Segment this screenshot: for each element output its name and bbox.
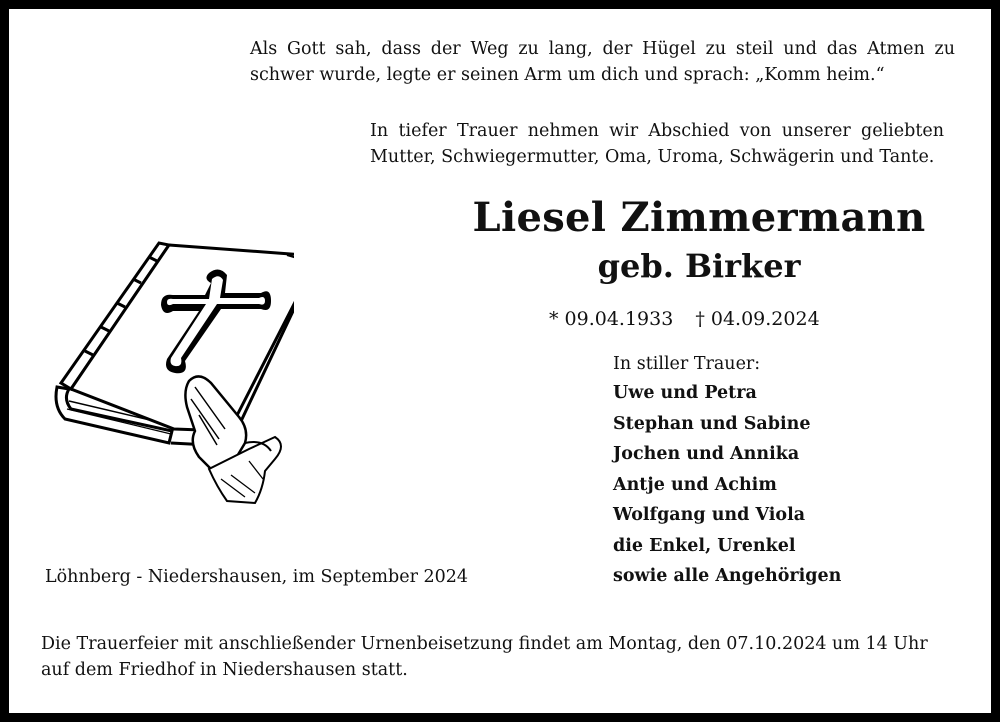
funeral-line-1: Die Trauerfeier mit anschließender Urnenbeisetzung findet am Montag, den 07.10.2024 um 14 Uhr (41, 634, 928, 654)
quote-line-1: Als Gott sah, dass der Weg zu lang, der Hügel zu steil und das Atmen zu (250, 39, 955, 59)
mourner-entry: sowie alle Angehörigen (613, 566, 842, 586)
funeral-line-2: auf dem Friedhof in Niedershausen statt. (41, 660, 408, 680)
funeral-details (41, 631, 941, 683)
mourner-entry: Stephan und Sabine (613, 413, 811, 434)
mourner-entry: die Enkel, Urenkel (613, 535, 796, 556)
mourner-entry: Jochen und Annika (613, 444, 800, 464)
memorial-quote (250, 36, 955, 88)
farewell-intro (370, 118, 944, 170)
life-dates (549, 306, 849, 332)
mourners-list (613, 378, 841, 592)
death-date: † 04.09.2024 (695, 308, 820, 330)
mourner-entry: Uwe und Petra (613, 383, 757, 403)
maiden-name: geb. Birker (597, 247, 801, 285)
birth-date: * 09.04.1933 (549, 308, 674, 330)
quote-line-2: schwer wurde, legte er seinen Arm um dich und sprach: „Komm heim.“ (250, 65, 885, 85)
bible-with-cross-and-praying-hands-icon (49, 231, 294, 506)
place-and-date: Löhnberg - Niedershausen, im September 2024 (45, 567, 469, 587)
mourner-entry: Wolfgang und Viola (613, 505, 806, 525)
mourners-label: In stiller Trauer: (613, 354, 761, 374)
intro-line-1: In tiefer Trauer nehmen wir Abschied von unserer geliebten (370, 121, 944, 141)
deceased-name: Liesel Zimmermann (472, 194, 926, 241)
intro-line-2: Mutter, Schwiegermutter, Oma, Uroma, Schwägerin und Tante. (370, 147, 935, 167)
mourner-entry: Antje und Achim (613, 474, 777, 495)
